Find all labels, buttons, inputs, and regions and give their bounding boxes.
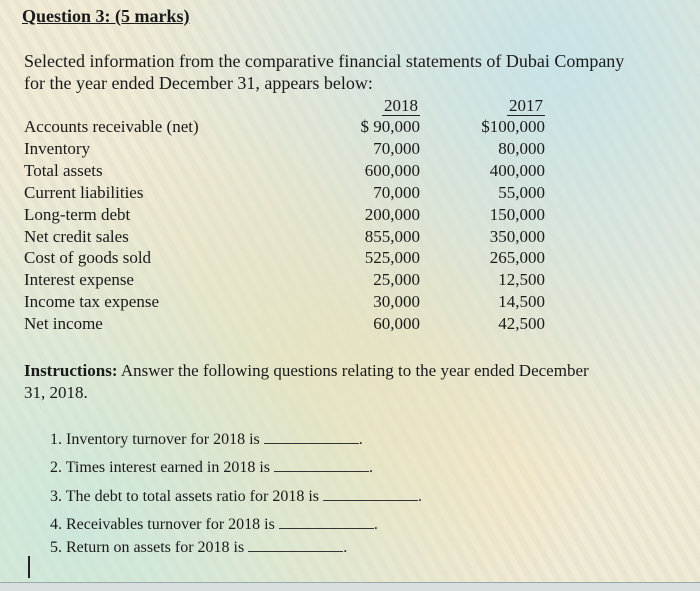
intro-line-2: for the year ended December 31, appears below: bbox=[24, 73, 373, 93]
instructions-line-1 bbox=[24, 361, 589, 381]
value-2018: 70,000 bbox=[373, 138, 420, 158]
row-label: Interest expense bbox=[24, 270, 134, 290]
value-2017: 55,000 bbox=[498, 182, 545, 202]
value-2017: 12,500 bbox=[498, 270, 545, 290]
value-2017: 14,500 bbox=[498, 292, 545, 312]
answer-blank[interactable] bbox=[274, 457, 369, 472]
question-title: Question 3: (5 marks) bbox=[22, 6, 190, 26]
value-2017: $100,000 bbox=[481, 117, 545, 136]
value-2018: 855,000 bbox=[364, 226, 420, 246]
answer-blank[interactable] bbox=[264, 429, 359, 444]
value-2018: 25,000 bbox=[373, 270, 420, 290]
value-2018: 200,000 bbox=[364, 204, 420, 224]
row-label: Total assets bbox=[24, 160, 103, 180]
row-label: Current liabilities bbox=[24, 182, 144, 202]
question-item: 5. Return on assets for 2018 is . bbox=[50, 539, 348, 556]
question-text: 5. Return on assets for 2018 is bbox=[50, 539, 245, 556]
row-label: Inventory bbox=[24, 138, 91, 158]
value-2018: 600,000 bbox=[364, 160, 420, 180]
value-2017: 150,000 bbox=[489, 204, 545, 224]
question-item: 1. Inventory turnover for 2018 is . bbox=[50, 431, 363, 448]
row-label: Income tax expense bbox=[24, 292, 159, 312]
question-text: 1. Inventory turnover for 2018 is bbox=[50, 431, 260, 448]
question-item: 2. Times interest earned in 2018 is . bbox=[50, 459, 373, 476]
value-2017: 400,000 bbox=[489, 160, 545, 180]
column-header-2018: 2018 bbox=[384, 96, 418, 115]
answer-blank[interactable] bbox=[248, 537, 343, 552]
row-label: Cost of goods sold bbox=[24, 248, 152, 268]
question-text: 2. Times interest earned in 2018 is bbox=[50, 459, 270, 476]
row-label: Net income bbox=[24, 314, 103, 334]
value-2018: 30,000 bbox=[373, 292, 420, 312]
value-2018: 60,000 bbox=[373, 314, 420, 334]
intro-line-1: Selected information from the comparative financial statements of Dubai Company bbox=[24, 51, 625, 71]
instructions-line-2: 31, 2018. bbox=[24, 383, 88, 402]
question-text: 4. Receivables turnover for 2018 is bbox=[50, 516, 275, 533]
instructions-text: Answer the following questions relating to the year ended December bbox=[117, 361, 589, 380]
value-2017: 42,500 bbox=[498, 314, 545, 334]
value-2017: 350,000 bbox=[489, 226, 545, 246]
row-label: Long-term debt bbox=[24, 204, 131, 224]
instructions-label: Instructions: bbox=[24, 361, 118, 380]
question-item: 3. The debt to total assets ratio for 2018 is . bbox=[50, 488, 422, 505]
row-label: Net credit sales bbox=[24, 226, 129, 246]
column-header-2017: 2017 bbox=[509, 96, 543, 115]
question-text: 3. The debt to total assets ratio for 2018 is bbox=[50, 488, 319, 505]
value-2018: 70,000 bbox=[373, 182, 420, 202]
row-label: Accounts receivable (net) bbox=[24, 117, 199, 136]
answer-blank[interactable] bbox=[323, 486, 418, 501]
text-cursor bbox=[28, 556, 30, 578]
value-2017: 265,000 bbox=[489, 248, 545, 268]
value-2017: 80,000 bbox=[498, 138, 545, 158]
question-item: 4. Receivables turnover for 2018 is . bbox=[50, 516, 378, 533]
value-2018: $ 90,000 bbox=[360, 117, 420, 136]
value-2018: 525,000 bbox=[364, 248, 420, 268]
answer-blank[interactable] bbox=[279, 514, 374, 529]
